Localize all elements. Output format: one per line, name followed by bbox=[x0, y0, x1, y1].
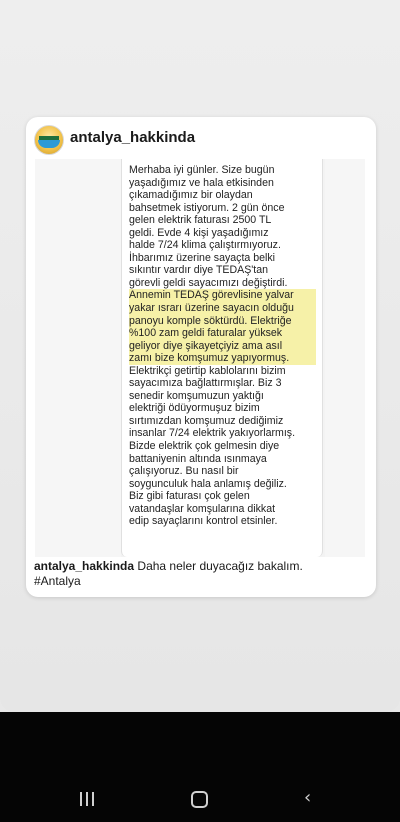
note-line: Biz gibi faturası çok gelen bbox=[129, 490, 250, 503]
avatar[interactable] bbox=[34, 125, 64, 155]
caption-username[interactable]: antalya_hakkinda bbox=[34, 559, 135, 573]
post-card[interactable] bbox=[26, 117, 376, 597]
note-line: gelen elektrik faturası 2500 TL bbox=[129, 214, 272, 227]
post-username[interactable]: antalya_hakkinda bbox=[70, 129, 196, 146]
note-screenshot bbox=[121, 159, 323, 557]
caption-text: Daha neler duyacağız bakalım. bbox=[137, 559, 303, 573]
home-icon[interactable] bbox=[191, 791, 208, 808]
avatar-logo-sea bbox=[38, 140, 60, 148]
note-line-highlighted: Annemin TEDAŞ görevlisine yalvar bbox=[129, 289, 316, 302]
note-line-highlighted: geliyor diye şikayetçiyiz ama asıl bbox=[129, 340, 316, 353]
note-line: insanlar 7/24 elektrik yakıyorlarmış. bbox=[129, 427, 296, 440]
post-caption bbox=[34, 559, 370, 589]
note-line: sayacımıza bağlattırmışlar. Biz 3 bbox=[129, 377, 282, 390]
system-navigation-bar bbox=[0, 786, 400, 812]
note-line: çalışıyoruz. Bu nasıl bir bbox=[129, 465, 239, 478]
image-right-margin bbox=[325, 159, 365, 557]
caption-hashtag[interactable]: #Antalya bbox=[34, 574, 81, 588]
back-icon[interactable]: ‹ bbox=[304, 787, 312, 808]
note-line: sırtımızdan komşumuz dediğimiz bbox=[129, 414, 284, 427]
note-line: vatandaşlar komşularına dikkat bbox=[129, 502, 276, 515]
post-image[interactable] bbox=[35, 159, 365, 557]
note-line-highlighted: %100 zam geldi faturalar yüksek bbox=[129, 327, 316, 340]
note-line: sıkıntır vardır diye TEDAŞ'tan bbox=[129, 264, 269, 277]
image-left-margin bbox=[35, 159, 121, 557]
note-line: çıkamadığımız bir olaydan bbox=[129, 189, 253, 202]
recent-apps-icon[interactable] bbox=[80, 792, 94, 806]
note-line: battaniyenin altında ısınmaya bbox=[129, 452, 267, 465]
post-header bbox=[26, 117, 376, 159]
note-line-highlighted: zamı bize komşumuz yapıyormuş. bbox=[129, 352, 316, 365]
note-line: İhbarımız üzerine sayaçta belki bbox=[129, 251, 276, 264]
note-line: soygunculuk hala anlamış değiliz. bbox=[129, 477, 287, 490]
note-line: geldi. Evde 4 kişi yaşadığımız bbox=[129, 226, 269, 239]
note-line: Elektrikçi getirtip kablolarını bizim bbox=[129, 364, 286, 377]
note-line: elektriği ödüyormuşuz bizim bbox=[129, 402, 260, 415]
note-line: görevli geldi sayacımızı değiştirdi. bbox=[129, 276, 288, 289]
note-line: edip sayaçlarını kontrol etsinler. bbox=[129, 515, 278, 528]
note-line: senedir komşumuzun yaktığı bbox=[129, 389, 264, 402]
note-line: yaşadığımız ve hala etkisinden bbox=[129, 176, 274, 189]
note-line: Bizde elektrik çok gelmesin diye bbox=[129, 440, 280, 453]
note-line: bahsetmek istiyorum. 2 gün önce bbox=[129, 201, 285, 214]
note-line-highlighted: panoyu komple söktürdü. Elektriğe bbox=[129, 315, 316, 328]
note-line-highlighted: yakar ısrarı üzerine sayacın olduğu bbox=[129, 302, 316, 315]
note-line: halde 7/24 klima çalıştırmıyoruz. bbox=[129, 239, 281, 252]
note-line: Merhaba iyi günler. Size bugün bbox=[129, 164, 275, 176]
